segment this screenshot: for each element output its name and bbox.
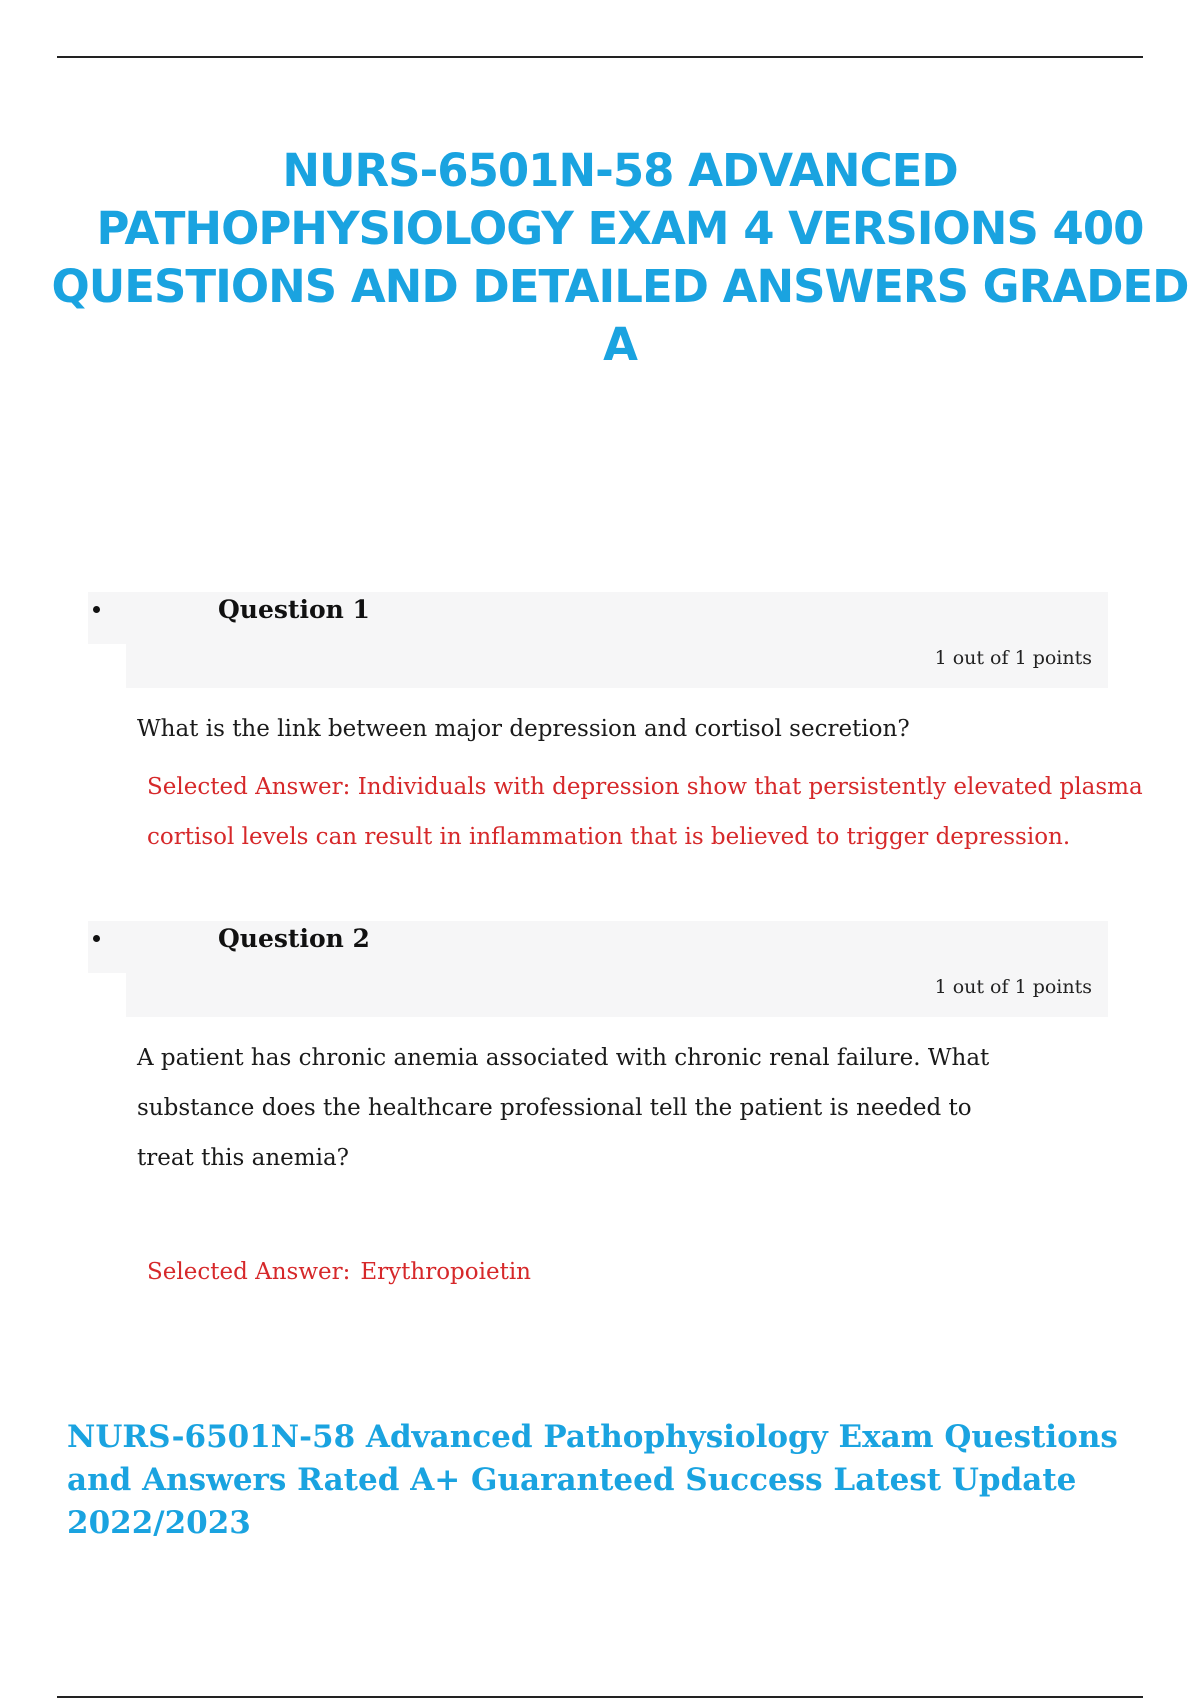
bullet-icon: [93, 606, 100, 613]
footer-title: NURS-6501N-58 Advanced Pathophysiology Exam Questions and Answers Rated A+ Guaranteed Success Latest Update 2022/2023: [67, 1419, 1118, 1541]
answer-value: Individuals with depression show that persistently elevated plasma cortisol levels can result in inflammation that is believed to trigger depression.: [147, 774, 1143, 850]
top-divider: [57, 56, 1143, 58]
question-header: [88, 592, 1108, 688]
bullet-icon: [93, 935, 100, 942]
question-points: 1 out of 1 points: [934, 976, 1092, 998]
question-text: What is the link between major depression and cortisol secretion?: [137, 716, 910, 742]
question-title: Question 1: [218, 595, 370, 624]
answer-label: Selected Answer:: [147, 1259, 351, 1285]
answer-value: Erythropoietin: [360, 1259, 531, 1285]
question-text: A patient has chronic anemia associated with chronic renal failure. What substance does the healthcare professional tell the patient is needed to treat this anemia?: [137, 1045, 990, 1171]
selected-answer: [147, 1256, 531, 1288]
bottom-divider: [57, 1696, 1143, 1698]
question-points: 1 out of 1 points: [934, 647, 1092, 669]
selected-answer: [147, 762, 1177, 862]
answer-label: Selected Answer:: [147, 774, 351, 800]
question-header: [88, 921, 1108, 1017]
document-title: NURS-6501N-58 ADVANCED PATHOPHYSIOLOGY EXAM 4 VERSIONS 400 QUESTIONS AND DETAILED ANSWERS GRADED A: [51, 144, 1189, 371]
question-title: Question 2: [218, 924, 370, 953]
